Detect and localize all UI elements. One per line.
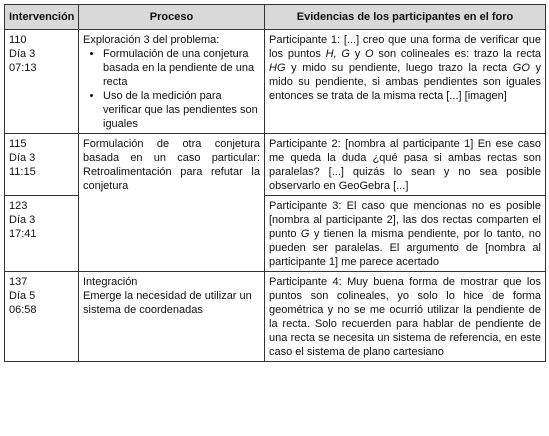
intervention-day: Día 3 — [9, 214, 36, 226]
evidence-text: Participante 4: Muy buena forma de mostrar que los puntos son colineales, yo solo lo hice de forma geométrica y no se me ocurrió utilizar la pendiente de la recta. Solo recuerden para hablar de pendiente de una recta se necesita un sistema de referencia, en este caso el sistema de plano cartesiano — [269, 276, 541, 358]
evidence-text: son colineales es: trazo la recta — [373, 48, 541, 60]
table-row — [5, 30, 546, 134]
intervention-day: Día 3 — [9, 152, 36, 164]
point-label: O — [365, 48, 374, 60]
intervention-id: 137 — [9, 276, 28, 288]
table-row — [5, 272, 546, 362]
evidence-text: Participante 3: El caso que mencionas no es posible [nombra al participante 2], las dos rectas comparten el punto — [269, 200, 541, 240]
process-cell — [79, 134, 265, 272]
process-bullet: • Uso de la medición para verificar que las pendientes son iguales — [103, 89, 260, 131]
evidence-table — [4, 4, 546, 362]
intervention-time: 17:41 — [9, 228, 37, 240]
intervention-time: 07:13 — [9, 62, 37, 74]
process-title: Integración — [83, 276, 138, 288]
header-intervencion: Intervención — [5, 5, 79, 30]
evidence-cell — [265, 30, 546, 134]
header-evidencias: Evidencias de los participantes en el foro — [265, 5, 546, 30]
evidence-cell — [265, 196, 546, 272]
intervention-time: 11:15 — [9, 166, 36, 178]
header-row — [5, 5, 546, 30]
intervention-day: Día 5 — [9, 290, 36, 302]
intervention-cell — [5, 196, 79, 272]
evidence-text: y mido su pendiente, luego trazo la recta — [285, 62, 513, 74]
table-row — [5, 134, 546, 196]
evidence-table-wrapper — [4, 4, 545, 362]
line-label: HG — [269, 62, 286, 74]
evidence-cell — [265, 134, 546, 196]
point-label: G — [300, 228, 310, 240]
evidence-text: y — [349, 48, 366, 60]
intervention-id: 110 — [9, 34, 27, 46]
process-cell — [79, 30, 265, 134]
process-text: Emerge la necesidad de utilizar un sistema de coordenadas — [83, 290, 252, 316]
evidence-cell — [265, 272, 546, 362]
intervention-cell — [5, 30, 79, 134]
intervention-day: Día 3 — [9, 48, 36, 60]
intervention-cell — [5, 134, 79, 196]
line-label: GO — [512, 62, 530, 74]
intervention-id: 123 — [9, 200, 28, 212]
point-label: H, G — [325, 48, 350, 60]
process-bullet-list — [83, 47, 260, 131]
intervention-id: 115 — [9, 138, 27, 150]
evidence-text: y mido su pendiente, si ambas pendientes son iguales entonces se trata de la misma recta [...] [imagen] — [269, 62, 542, 102]
process-text: Formulación de otra conjetura basada en un caso particular: Retroalimentación para refutar la conjetura — [83, 138, 260, 192]
process-title: Exploración 3 del problema: — [83, 34, 220, 46]
process-bullet: • Formulación de una conjetura basada en la pendiente de una recta — [103, 47, 260, 89]
evidence-text: Participante 1: [...] creo que una forma de verificar que los puntos — [269, 34, 541, 60]
header-proceso: Proceso — [79, 5, 265, 30]
evidence-text: y tienen la misma pendiente, por lo tanto, no pueden ser paralelas. El argumento de [nombra al participante 1] me parece acertado — [269, 228, 541, 268]
evidence-text: Participante 2: [nombra al participante 1] En ese caso me queda la duda ¿qué pasa si ambas rectas son paralelas? [...] quizás lo sean y no sea posible observarlo en GeoGebra [...] — [269, 138, 541, 192]
intervention-time: 06:58 — [9, 304, 37, 316]
intervention-cell — [5, 272, 79, 362]
process-cell — [79, 272, 265, 362]
